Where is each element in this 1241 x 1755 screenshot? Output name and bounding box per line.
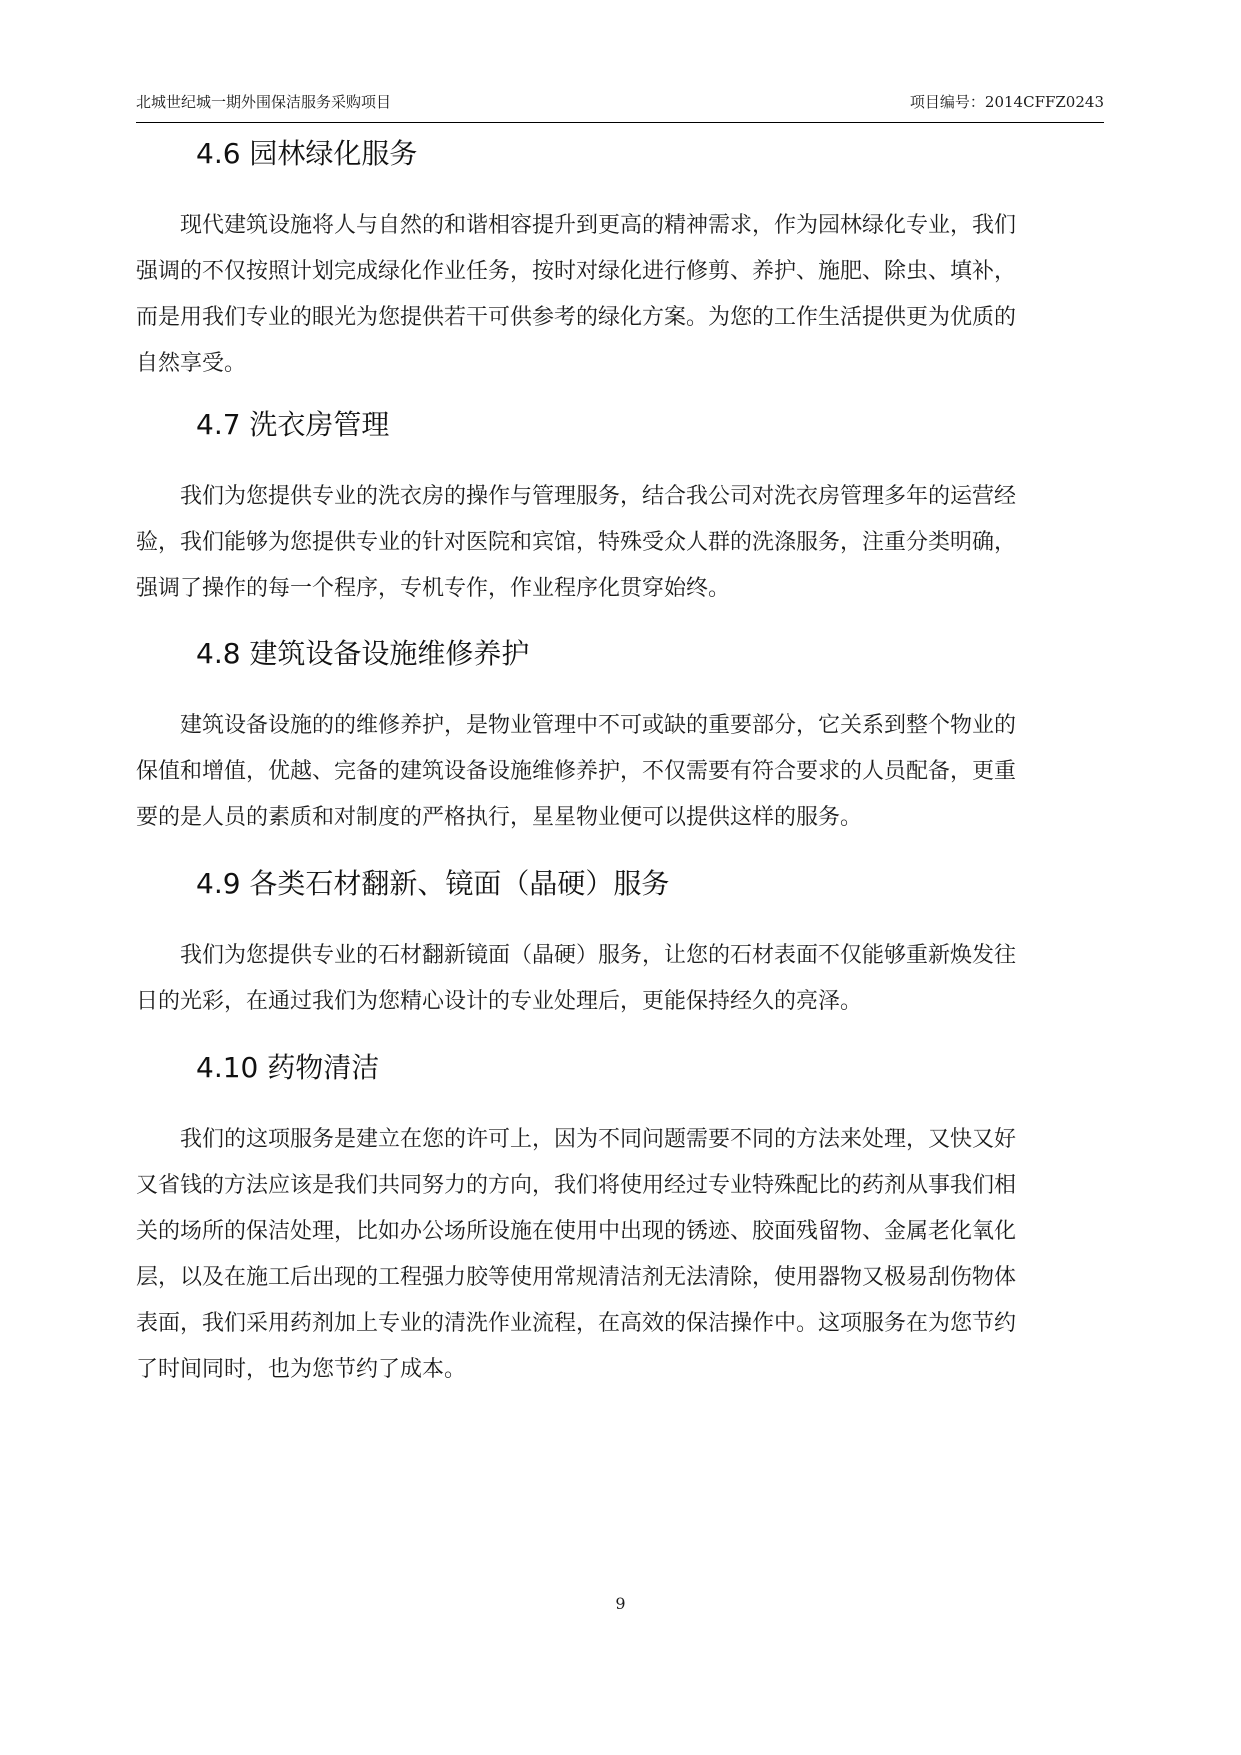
page-header xyxy=(136,88,1104,123)
section-paragraph-4-8 xyxy=(136,703,1104,841)
paragraph-line: 又省钱的方法应该是我们共同努力的方向，我们将使用经过专业特殊配比的药剂从事我们相 xyxy=(136,1173,1017,1198)
section-heading-4-8: 4.8 建筑设备设施维修养护 xyxy=(196,637,530,670)
section-paragraph-4-10 xyxy=(136,1117,1104,1393)
paragraph-line: 强调了操作的每一个程序，专机专作，作业程序化贯穿始终。 xyxy=(136,576,731,601)
section-heading-4-9: 4.9 各类石材翻新、镜面（晶硬）服务 xyxy=(196,867,670,900)
paragraph-line: 建筑设备设施的的维修养护，是物业管理中不可或缺的重要部分，它关系到整个物业的 xyxy=(136,713,1017,738)
paragraph-line: 我们为您提供专业的洗衣房的操作与管理服务，结合我公司对洗衣房管理多年的运营经 xyxy=(136,484,1017,509)
paragraph-line: 而是用我们专业的眼光为您提供若干可供参考的绿化方案。为您的工作生活提供更为优质的 xyxy=(136,305,1017,330)
paragraph-line: 要的是人员的素质和对制度的严格执行，星星物业便可以提供这样的服务。 xyxy=(136,805,863,830)
paragraph-line: 我们为您提供专业的石材翻新镜面（晶硬）服务，让您的石材表面不仅能够重新焕发往 xyxy=(136,943,1017,968)
section-paragraph-4-6 xyxy=(136,203,1104,387)
header-project-number: 项目编号：2014CFFZ0243 xyxy=(909,93,1104,111)
paragraph-line: 强调的不仅按照计划完成绿化作业任务，按时对绿化进行修剪、养护、施肥、除虫、填补， xyxy=(136,259,1017,284)
paragraph-line: 表面，我们采用药剂加上专业的清洗作业流程，在高效的保洁操作中。这项服务在为您节约 xyxy=(136,1311,1017,1336)
section-heading-4-7: 4.7 洗衣房管理 xyxy=(196,408,390,441)
paragraph-line: 验，我们能够为您提供专业的针对医院和宾馆，特殊受众人群的洗涤服务，注重分类明确， xyxy=(136,530,1017,555)
paragraph-line: 层，以及在施工后出现的工程强力胶等使用常规清洁剂无法清除，使用器物又极易刮伤物体 xyxy=(136,1265,1017,1290)
section-paragraph-4-7 xyxy=(136,474,1104,612)
section-heading-4-10: 4.10 药物清洁 xyxy=(196,1051,380,1084)
paragraph-line: 保值和增值，优越、完备的建筑设备设施维修养护，不仅需要有符合要求的人员配备，更重 xyxy=(136,759,1017,784)
paragraph-line: 关的场所的保洁处理，比如办公场所设施在使用中出现的锈迹、胶面残留物、金属老化氧化 xyxy=(136,1219,1017,1244)
page-number: 9 xyxy=(615,1594,626,1613)
paragraph-line: 现代建筑设施将人与自然的和谐相容提升到更高的精神需求，作为园林绿化专业，我们 xyxy=(136,213,1017,238)
paragraph-line: 自然享受。 xyxy=(136,351,247,376)
header-title: 北城世纪城一期外围保洁服务采购项目 xyxy=(136,93,392,111)
section-heading-4-6: 4.6 园林绿化服务 xyxy=(196,137,418,170)
paragraph-line: 了时间同时，也为您节约了成本。 xyxy=(136,1357,467,1382)
paragraph-line: 我们的这项服务是建立在您的许可上，因为不同问题需要不同的方法来处理，又快又好 xyxy=(136,1127,1017,1152)
section-paragraph-4-9 xyxy=(136,933,1104,1025)
paragraph-line: 日的光彩，在通过我们为您精心设计的专业处理后，更能保持经久的亮泽。 xyxy=(136,989,863,1014)
